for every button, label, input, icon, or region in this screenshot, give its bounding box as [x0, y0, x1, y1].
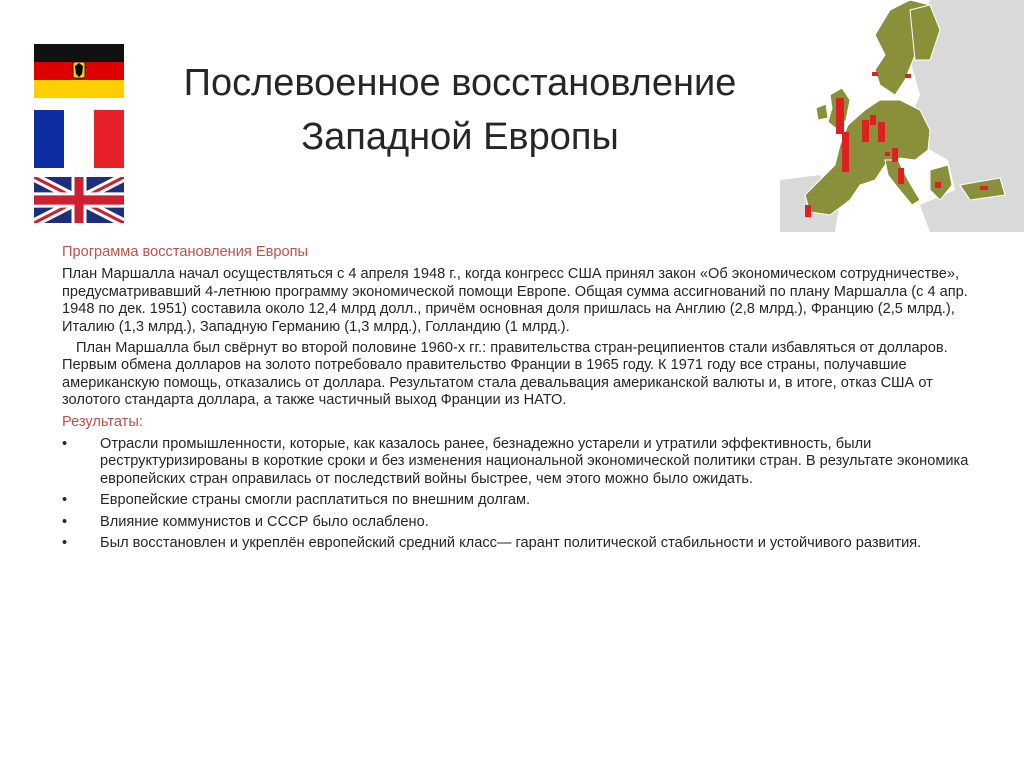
- results-list: [62, 436, 978, 552]
- list-item: [62, 436, 978, 488]
- bullet-icon: •: [62, 535, 68, 552]
- result-text: Отрасли промышленности, которые, как казалось ранее, безнадежно устарели и утратили эффективность, были реструктуризированы в короткие сроки и без изменения национальной экономической политики стран. В результате экономика европейских стран оправилась от последствий войны быстрее, чем этого можно было ожидать.: [100, 436, 969, 487]
- slide-body: [62, 244, 978, 557]
- section-heading-results: Результаты:: [62, 413, 143, 430]
- paragraph-marshall-plan: План Маршалла начал осуществляться с 4 апреля 1948 г., когда конгресс США принял закон «Об экономическом сотрудничестве», предусматривавший 4-летнюю программу экономической помощи Европе. Общая сумма ассигнований по плану Маршалла (с 4 апр. 1948 по дек. 1951) составила около 12,4 млрд долл., причём основная доля пришлась на Англию (2,8 млрд.), Францию (2,5 млрд.), Италию (1,3 млрд.), Западную Германию (1,3 млрд.), Голландию (1 млрд.).: [62, 266, 968, 335]
- german-flag-icon: [34, 44, 124, 98]
- result-text: Влияние коммунистов и СССР было ослаблено.: [100, 513, 429, 530]
- title-line-2: Западной Европы: [301, 116, 619, 158]
- result-text: Был восстановлен и укреплён европейский средний класс— гарант политической стабильности и устойчивого развития.: [100, 535, 922, 552]
- bullet-icon: •: [62, 436, 68, 453]
- bullet-icon: •: [62, 492, 68, 509]
- paragraph-plan-end: План Маршалла был свёрнут во второй половине 1960-х гг.: правительства стран-реципиентов стали избавляться от долларов. Первым обмена долларов на золото потребовало правительство Франции в 1965 году. К 1971 году все страны, получавшие американскую помощь, отказались от доллара. Результатом стала девальвация американской валюты и, в итоге, отказ США от золотого стандарта доллара, а также частичный выход Франции из НАТО.: [62, 340, 948, 409]
- list-item: [62, 514, 978, 531]
- french-flag-icon: [34, 110, 124, 168]
- slide-title: [150, 56, 770, 164]
- list-item: [62, 535, 978, 552]
- result-text: Европейские страны смогли расплатиться по внешним долгам.: [100, 492, 531, 509]
- bullet-icon: •: [62, 513, 68, 530]
- section-heading-program: Программа восстановления Европы: [62, 244, 308, 260]
- europe-map-image: [780, 0, 1024, 232]
- title-line-1: Послевоенное восстановление: [183, 62, 737, 104]
- list-item: [62, 492, 978, 509]
- uk-flag-icon: [34, 177, 124, 223]
